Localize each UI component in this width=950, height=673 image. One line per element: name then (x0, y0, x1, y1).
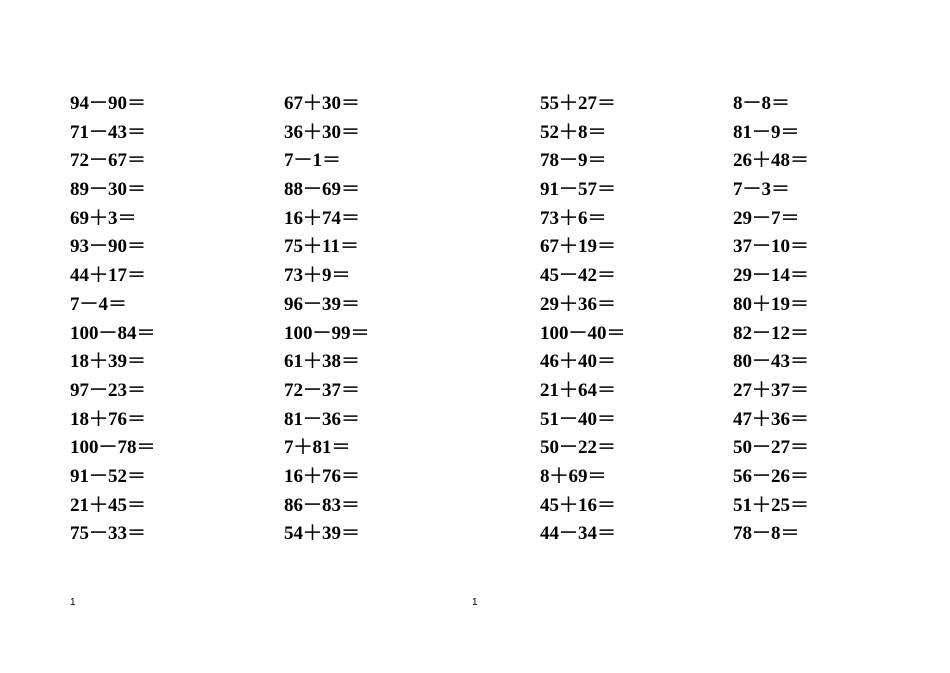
problem: 29－14＝ (733, 265, 810, 287)
problem: 89－30＝ (70, 179, 147, 201)
problem: 67＋30＝ (284, 93, 361, 114)
problem: 16＋76＝ (284, 465, 361, 487)
problem: 51＋25＝ (733, 494, 810, 516)
problem: 97－23＝ (70, 379, 147, 401)
problem: 45＋16＝ (540, 494, 617, 516)
problem: 29＋36＝ (540, 293, 617, 315)
page-number-left: 1 (70, 597, 76, 608)
problem: 21＋64＝ (540, 379, 617, 401)
problem: 27＋37＝ (733, 379, 810, 401)
problem: 72－67＝ (70, 150, 147, 172)
problem: 7－4＝ (70, 293, 128, 315)
problem: 44－34＝ (540, 523, 617, 545)
problem: 96－39＝ (284, 293, 361, 315)
problem: 73＋9＝ (284, 265, 351, 287)
problem: 55＋27＝ (540, 93, 617, 114)
problem: 54＋39＝ (284, 523, 361, 545)
problem: 51－40＝ (540, 408, 617, 430)
problem: 100－99＝ (284, 322, 370, 344)
problem: 78－8＝ (733, 523, 800, 545)
problem: 18＋76＝ (70, 408, 147, 430)
problem: 44＋17＝ (70, 265, 147, 287)
problem-column-1 (70, 90, 270, 549)
problem-column-3 (540, 90, 740, 549)
problem: 50－22＝ (540, 437, 617, 459)
problem: 47＋36＝ (733, 408, 810, 430)
problem: 21＋45＝ (70, 494, 147, 516)
problem: 50－27＝ (733, 437, 810, 459)
page-number-right: 1 (472, 597, 478, 608)
problem: 16＋74＝ (284, 207, 361, 229)
problem: 86－83＝ (284, 494, 361, 516)
problem: 52＋8＝ (540, 121, 607, 143)
problem-column-2 (284, 90, 484, 549)
problem: 67＋19＝ (540, 236, 617, 258)
problem: 82－12＝ (733, 322, 810, 344)
problem: 100－84＝ (70, 322, 156, 344)
problem: 72－37＝ (284, 379, 361, 401)
problem: 71－43＝ (70, 121, 147, 143)
problem: 56－26＝ (733, 465, 810, 487)
problem: 26＋48＝ (733, 150, 810, 172)
problem: 61＋38＝ (284, 351, 361, 373)
problem: 36＋30＝ (284, 121, 361, 143)
problem: 100－78＝ (70, 437, 156, 459)
problem: 80－43＝ (733, 351, 810, 373)
problem: 91－52＝ (70, 465, 147, 487)
problem: 91－57＝ (540, 179, 617, 201)
problem: 100－40＝ (540, 322, 626, 344)
problem-column-4 (733, 90, 933, 549)
problem: 37－10＝ (733, 236, 810, 258)
problem: 8＋69＝ (540, 465, 607, 487)
problem: 88－69＝ (284, 179, 361, 201)
problem: 29－7＝ (733, 207, 800, 229)
problem: 7＋81＝ (284, 437, 351, 459)
problem: 78－9＝ (540, 150, 607, 172)
problem: 69＋3＝ (70, 207, 137, 229)
problem: 75－33＝ (70, 523, 147, 545)
problem: 80＋19＝ (733, 293, 810, 315)
problem: 18＋39＝ (70, 351, 147, 373)
problem: 81－9＝ (733, 121, 800, 143)
problem: 7－1＝ (284, 150, 342, 172)
problem: 75＋11＝ (284, 236, 359, 258)
problem: 8－8＝ (733, 93, 791, 114)
problem: 46＋40＝ (540, 351, 617, 373)
problem: 93－90＝ (70, 236, 147, 258)
problem: 45－42＝ (540, 265, 617, 287)
problem: 94－90＝ (70, 93, 147, 114)
problem: 81－36＝ (284, 408, 361, 430)
problem: 73＋6＝ (540, 207, 607, 229)
problem: 7－3＝ (733, 179, 791, 201)
